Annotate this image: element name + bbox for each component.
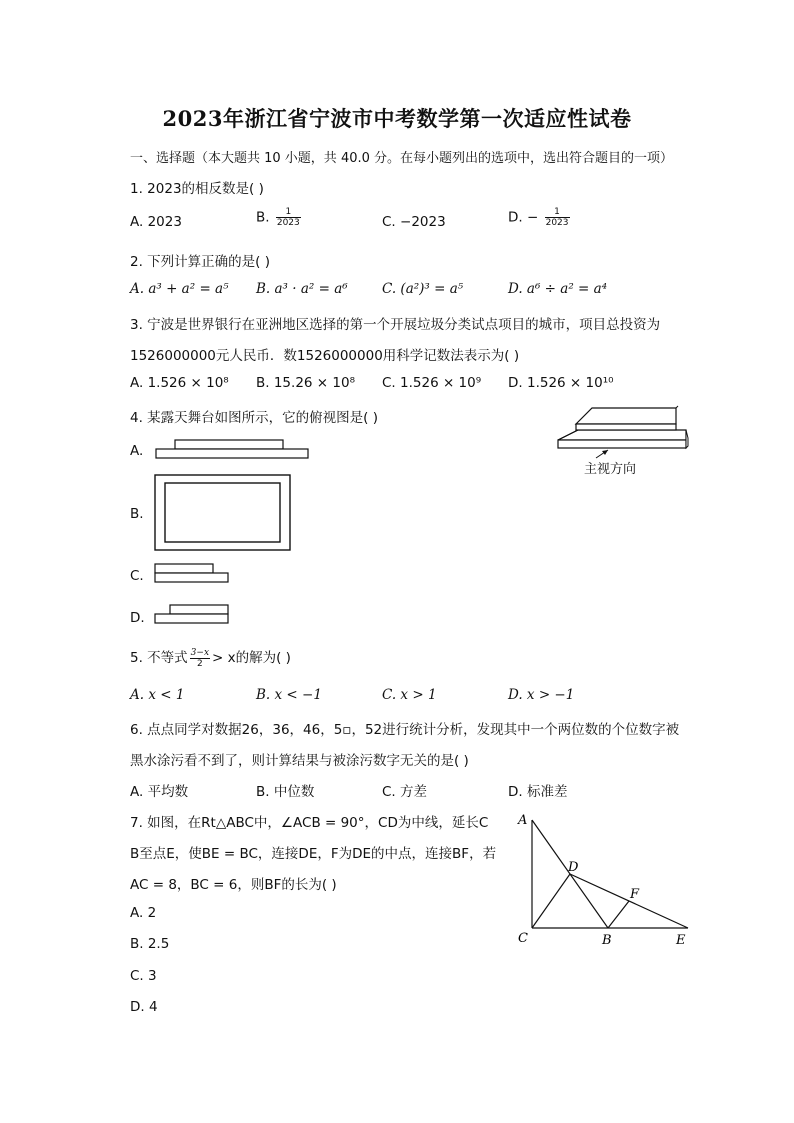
q2-option-d: D. a⁶ ÷ a² = a⁴ [508,281,608,297]
q3-option-b: B. 15.26 × 10⁸ [256,375,355,391]
q7-stem-line1: 7. 如图，在Rt△ABC中，∠ACB = 90°，CD为中线，延长C [130,815,489,831]
q5-option-b: B. x < −1 [256,687,322,703]
q5-stem-prefix: 5. 不等式 [130,650,188,666]
q4-option-d-figure [154,604,234,628]
q7-stem-line2: B至点E，使BE = BC，连接DE，F为DE的中点，连接BF，若 [130,846,497,862]
q7-option-d: D. 4 [130,999,158,1015]
stage-figure-label: 主视方向 [584,462,637,477]
triangle-label-f: F [630,887,640,902]
q1-option-d-fraction: $\frac{1}{2023}$ [545,207,569,228]
q4-stem: 4. 某露天舞台如图所示，它的俯视图是( ) [130,410,378,426]
q6-stem-line1: 6. 点点同学对数据26，36，46，5▫，52进行统计分析，发现其中一个两位数的个位数字被 [130,722,680,738]
q5-option-c: C. x > 1 [382,687,437,703]
q3-option-d: D. 1.526 × 10¹⁰ [508,375,614,391]
q4-option-b-label: B. [130,506,144,522]
q4-option-a-figure [155,439,311,461]
q4-option-d-label: D. [130,610,145,626]
q1-option-d-label: D. − [508,209,539,226]
q3-stem-line1: 3. 宁波是世界银行在亚洲地区选择的第一个开展垃圾分类试点项目的城市，项目总投资为 [130,317,661,333]
q5-option-a: A. x < 1 [130,687,185,703]
triangle-label-d: D [568,860,579,875]
q4-option-c-label: C. [130,568,144,584]
q2-option-c: C. (a²)³ = a⁵ [382,281,464,297]
q3-option-a: A. 1.526 × 10⁸ [130,375,229,391]
page-title: 2023年浙江省宁波市中考数学第一次适应性试卷 [162,106,632,131]
q5-stem-suffix: > x的解为( ) [212,650,291,666]
q6-option-b: B. 中位数 [256,784,315,800]
q3-stem-line2: 1526000000元人民币．数1526000000用科学记数法表示为( ) [130,348,520,364]
q3-option-c: C. 1.526 × 10⁹ [382,375,482,391]
q1-option-b-label: B. [256,209,270,226]
q2-option-a: A. a³ + a² = a⁵ [130,281,229,297]
q4-option-c-figure [154,563,234,587]
q6-option-c: C. 方差 [382,784,428,800]
triangle-label-c: C [518,931,528,946]
q7-option-a: A. 2 [130,905,157,921]
triangle-label-b: B [602,933,612,948]
q6-stem-line2: 黑水涂污看不到了，则计算结果与被涂污数字无关的是( ) [130,753,469,769]
q7-stem-line3: AC = 8，BC = 6，则BF的长为( ) [130,877,337,893]
q1-stem: 1. 2023的相反数是( ) [130,181,264,197]
q2-option-b: B. a³ · a² = a⁶ [256,281,348,297]
q5-fraction: $\frac{3-x}{2}$ [190,647,210,669]
q5-stem [130,646,291,669]
q1-option-a: A. 2023 [130,214,182,230]
q5-option-d: D. x > −1 [508,687,575,703]
q7-option-c: C. 3 [130,968,157,984]
triangle-label-e: E [676,933,686,948]
q1-option-b [256,207,303,228]
q6-option-d: D. 标准差 [508,784,568,800]
section-heading: 一、选择题（本大题共 10 小题，共 40.0 分。在每小题列出的选项中，选出符合题目的一项） [130,151,674,166]
q1-option-b-fraction: $\frac{1}{2023}$ [276,207,300,228]
q4-option-b-figure [154,474,294,554]
q7-option-b: B. 2.5 [130,936,170,952]
q1-option-d [508,207,572,228]
q1-option-c: C. −2023 [382,214,446,230]
q2-stem: 2. 下列计算正确的是( ) [130,254,270,270]
q4-option-a-label: A. [130,443,144,459]
triangle-label-a: A [518,813,528,828]
triangle-figure [512,808,698,950]
q6-option-a: A. 平均数 [130,784,189,800]
